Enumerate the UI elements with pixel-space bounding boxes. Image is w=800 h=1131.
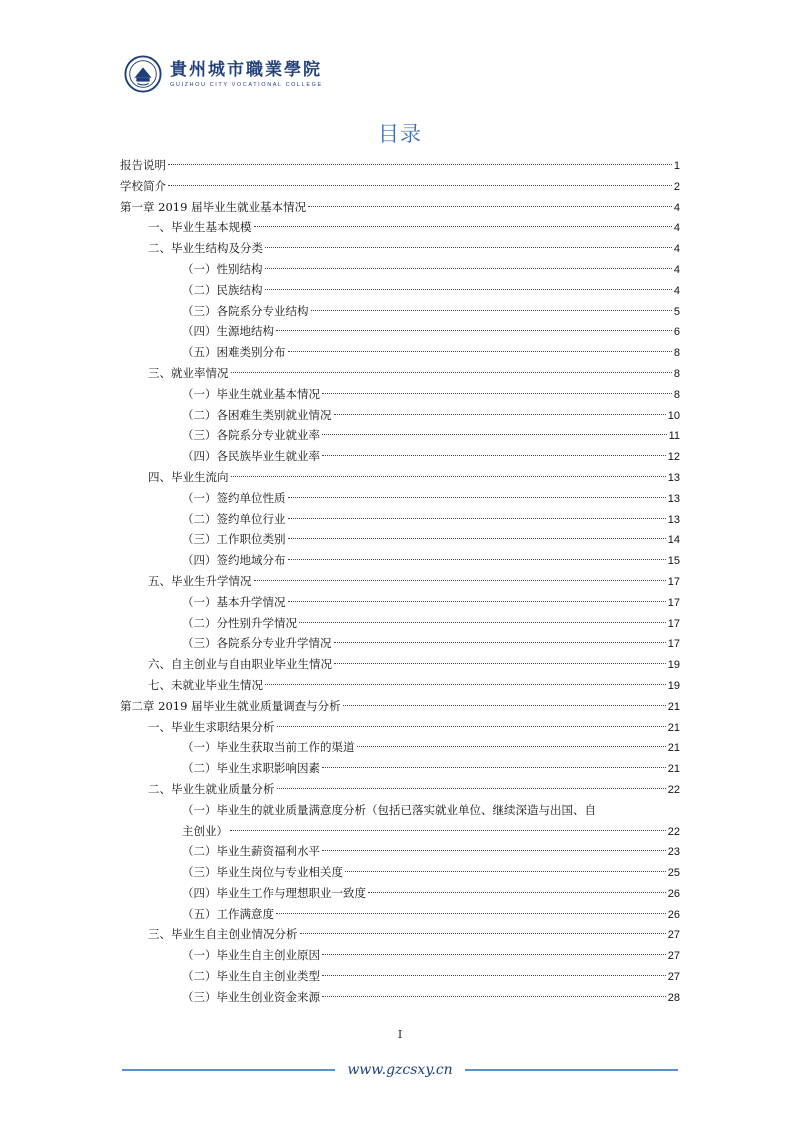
toc-entry[interactable] <box>120 613 680 634</box>
toc-leader-dots <box>231 372 672 373</box>
toc-entry-text: （一）毕业生就业基本情况 <box>182 386 320 401</box>
toc-entry-text: （二）毕业生自主创业类型 <box>182 969 320 984</box>
toc-entry[interactable] <box>120 675 680 696</box>
toc-page-number: 11 <box>668 430 680 443</box>
toc-entry-text: （一）毕业生自主创业原因 <box>182 948 320 963</box>
toc-entry[interactable] <box>120 529 680 550</box>
toc-entry-text: （二）毕业生薪资福利水平 <box>182 844 320 859</box>
toc-entry[interactable] <box>120 924 680 945</box>
toc-entry-text: （二）分性别升学情况 <box>182 615 297 630</box>
toc-page-number: 13 <box>667 471 680 484</box>
toc-page-number: 8 <box>673 388 680 401</box>
toc-entry[interactable] <box>120 259 680 280</box>
toc-entry-text: （二）民族结构 <box>182 282 263 297</box>
toc-leader-dots <box>322 850 666 851</box>
toc-page-number: 21 <box>667 721 680 734</box>
page-number: I <box>397 1028 403 1041</box>
footer <box>122 1062 678 1078</box>
toc-entry-text: 二、毕业生就业质量分析 <box>148 781 275 796</box>
toc-entry-text: （二）签约单位行业 <box>182 511 286 526</box>
toc-leader-dots <box>288 351 672 352</box>
toc-entry-text: （三）各院系分专业结构 <box>182 303 309 318</box>
toc-entry[interactable] <box>120 509 680 530</box>
toc-page-number: 27 <box>667 929 680 942</box>
toc-page-number: 8 <box>673 347 680 360</box>
toc-page-number: 27 <box>667 950 680 963</box>
toc-page-number: 4 <box>673 201 680 214</box>
toc-leader-dots <box>322 455 666 456</box>
toc-page-number: 12 <box>667 451 680 464</box>
toc-leader-dots <box>276 913 666 914</box>
toc-leader-dots <box>322 975 666 976</box>
toc-leader-dots <box>322 767 666 768</box>
toc-leader-dots <box>322 434 667 435</box>
toc-leader-dots <box>265 289 672 290</box>
toc-entry-text: （四）毕业生工作与理想职业一致度 <box>182 885 366 900</box>
toc-leader-dots <box>254 226 672 227</box>
toc-page-number: 15 <box>667 555 680 568</box>
toc-entry-text: （二）各困难生类别就业情况 <box>182 407 332 422</box>
toc-leader-dots <box>334 663 666 664</box>
toc-entry[interactable] <box>120 155 680 176</box>
toc-leader-dots <box>288 518 666 519</box>
toc-page-number: 19 <box>667 659 680 672</box>
toc-entry[interactable] <box>120 384 680 405</box>
toc-leader-dots <box>265 268 672 269</box>
toc-page-number: 13 <box>667 492 680 505</box>
toc-leader-dots <box>322 954 666 955</box>
toc-entry[interactable] <box>120 550 680 571</box>
toc-leader-dots <box>276 330 672 331</box>
toc-entry-text: 二、毕业生结构及分类 <box>148 241 263 256</box>
toc-entry[interactable] <box>120 176 680 197</box>
toc-entry-text: （三）各院系分专业升学情况 <box>182 636 332 651</box>
toc-leader-dots <box>322 996 666 997</box>
toc-leader-dots <box>168 185 672 186</box>
toc-entry-text: 七、未就业毕业生情况 <box>148 677 263 692</box>
logo-name-en: GUIZHOU CITY VOCATIONAL COLLEGE <box>170 81 323 88</box>
toc-title: 目录 <box>378 122 422 146</box>
toc-page-number: 25 <box>667 867 680 880</box>
toc-leader-dots <box>168 164 672 165</box>
toc-entry[interactable] <box>120 425 680 446</box>
footer-line-left <box>122 1069 335 1071</box>
toc-entry[interactable] <box>120 862 680 883</box>
toc-entry-text: （二）毕业生求职影响因素 <box>182 761 320 776</box>
toc-entry-text: （一）毕业生的就业质量满意度分析（包括已落实就业单位、继续深造与出国、自 <box>182 802 596 817</box>
toc-page-number: 22 <box>667 783 680 796</box>
toc-entry[interactable] <box>120 571 680 592</box>
toc-entry[interactable] <box>120 488 680 509</box>
toc-entry-text: 第一章 2019 届毕业生就业基本情况 <box>120 199 307 214</box>
toc-entry-text: 第二章 2019 届毕业生就业质量调查与分析 <box>120 698 341 713</box>
toc-entry-text-cont: 主创业） <box>182 823 228 838</box>
toc-entry-text: 三、毕业生自主创业情况分析 <box>148 927 298 942</box>
toc-leader-dots <box>288 601 666 602</box>
toc-entry[interactable] <box>120 633 680 654</box>
table-of-contents <box>120 155 680 1008</box>
toc-entry[interactable] <box>120 321 680 342</box>
toc-leader-dots <box>368 892 666 893</box>
toc-page-number: 4 <box>673 222 680 235</box>
toc-page-number: 4 <box>673 284 680 297</box>
toc-entry-text: 报告说明 <box>120 158 166 172</box>
toc-leader-dots <box>230 830 666 831</box>
toc-entry[interactable] <box>120 467 680 488</box>
toc-leader-dots <box>288 538 666 539</box>
college-logo <box>124 55 323 93</box>
toc-entry[interactable] <box>120 217 680 238</box>
toc-entry-text: （一）基本升学情况 <box>182 594 286 609</box>
toc-entry[interactable] <box>120 966 680 987</box>
toc-leader-dots <box>288 559 666 560</box>
toc-entry-text: （三）毕业生岗位与专业相关度 <box>182 865 343 880</box>
toc-page-number: 21 <box>667 763 680 776</box>
toc-entry-text: （一）签约单位性质 <box>182 490 286 505</box>
toc-entry-text: 一、毕业生基本规模 <box>148 220 252 235</box>
toc-entry[interactable] <box>120 238 680 259</box>
toc-entry[interactable] <box>120 301 680 322</box>
toc-leader-dots <box>334 642 666 643</box>
toc-leader-dots <box>254 580 666 581</box>
toc-page-number: 1 <box>673 160 680 172</box>
toc-page-number: 17 <box>667 596 680 609</box>
toc-leader-dots <box>345 871 666 872</box>
toc-entry-text: （三）各院系分专业就业率 <box>182 428 320 443</box>
toc-entry[interactable] <box>120 446 680 467</box>
toc-entry-text: 六、自主创业与自由职业毕业生情况 <box>148 657 332 672</box>
toc-entry-text: （一）性别结构 <box>182 261 263 276</box>
toc-page-number: 10 <box>667 409 680 422</box>
toc-page-number: 28 <box>667 991 680 1004</box>
toc-leader-dots <box>231 476 666 477</box>
toc-leader-dots <box>265 684 666 685</box>
toc-page-number: 21 <box>667 700 680 713</box>
toc-entry[interactable] <box>120 737 680 758</box>
toc-entry[interactable] <box>120 592 680 613</box>
toc-page-number: 5 <box>673 305 680 318</box>
college-emblem-icon <box>124 55 162 93</box>
toc-page-number: 14 <box>667 534 680 547</box>
toc-entry-text: （四）生源地结构 <box>182 324 274 339</box>
toc-leader-dots <box>334 414 666 415</box>
toc-page-number: 4 <box>673 263 680 276</box>
toc-leader-dots <box>265 247 672 248</box>
toc-leader-dots <box>311 310 672 311</box>
toc-entry[interactable] <box>120 717 680 738</box>
toc-leader-dots <box>343 705 666 706</box>
logo-name-cn: 貴州城市職業學院 <box>170 59 322 80</box>
toc-page-number: 27 <box>667 971 680 984</box>
toc-entry-text: 五、毕业生升学情况 <box>148 573 252 588</box>
toc-entry-text: （三）毕业生创业资金来源 <box>182 989 320 1004</box>
toc-leader-dots <box>300 933 666 934</box>
toc-entry[interactable] <box>120 800 680 842</box>
toc-entry-text: （五）工作满意度 <box>182 906 274 921</box>
toc-entry[interactable] <box>120 363 680 384</box>
toc-leader-dots <box>299 622 666 623</box>
toc-entry-text: （三）工作职位类别 <box>182 532 286 547</box>
toc-page-number: 2 <box>673 180 680 193</box>
toc-entry[interactable] <box>120 779 680 800</box>
toc-entry[interactable] <box>120 758 680 779</box>
toc-entry-text: 学校简介 <box>120 178 166 193</box>
toc-entry-text: 四、毕业生流向 <box>148 469 229 484</box>
toc-page-number: 17 <box>667 638 680 651</box>
toc-page-number: 21 <box>667 742 680 755</box>
footer-line-right <box>465 1069 678 1071</box>
toc-leader-dots <box>308 206 672 207</box>
toc-leader-dots <box>277 788 666 789</box>
toc-leader-dots <box>277 726 666 727</box>
toc-entry[interactable] <box>120 197 680 218</box>
toc-entry[interactable] <box>120 987 680 1008</box>
toc-entry[interactable] <box>120 405 680 426</box>
toc-entry[interactable] <box>120 945 680 966</box>
toc-page-number: 17 <box>667 617 680 630</box>
toc-leader-dots <box>288 497 666 498</box>
toc-entry[interactable] <box>120 904 680 925</box>
toc-entry[interactable] <box>120 342 680 363</box>
toc-page-number: 8 <box>673 367 680 380</box>
toc-entry[interactable] <box>120 654 680 675</box>
toc-entry-text: （一）毕业生获取当前工作的渠道 <box>182 740 355 755</box>
toc-page-number: 26 <box>667 908 680 921</box>
toc-page-number: 23 <box>667 846 680 859</box>
toc-entry-text: （四）签约地域分布 <box>182 553 286 568</box>
toc-page-number: 22 <box>667 825 680 838</box>
toc-entry-text: （五）困难类别分布 <box>182 345 286 360</box>
toc-entry[interactable] <box>120 883 680 904</box>
toc-leader-dots <box>322 393 672 394</box>
toc-entry[interactable] <box>120 280 680 301</box>
toc-entry[interactable] <box>120 696 680 717</box>
toc-leader-dots <box>357 746 666 747</box>
toc-page-number: 6 <box>673 326 680 339</box>
toc-page-number: 17 <box>667 575 680 588</box>
toc-page-number: 13 <box>667 513 680 526</box>
toc-entry-text: （四）各民族毕业生就业率 <box>182 449 320 464</box>
toc-entry-text: 一、毕业生求职结果分析 <box>148 719 275 734</box>
toc-entry-text: 三、就业率情况 <box>148 365 229 380</box>
toc-page-number: 19 <box>667 679 680 692</box>
toc-page-number: 4 <box>673 243 680 256</box>
toc-page-number: 26 <box>667 887 680 900</box>
footer-url[interactable]: www.gzcsxy.cn <box>347 1062 453 1078</box>
toc-entry[interactable] <box>120 841 680 862</box>
